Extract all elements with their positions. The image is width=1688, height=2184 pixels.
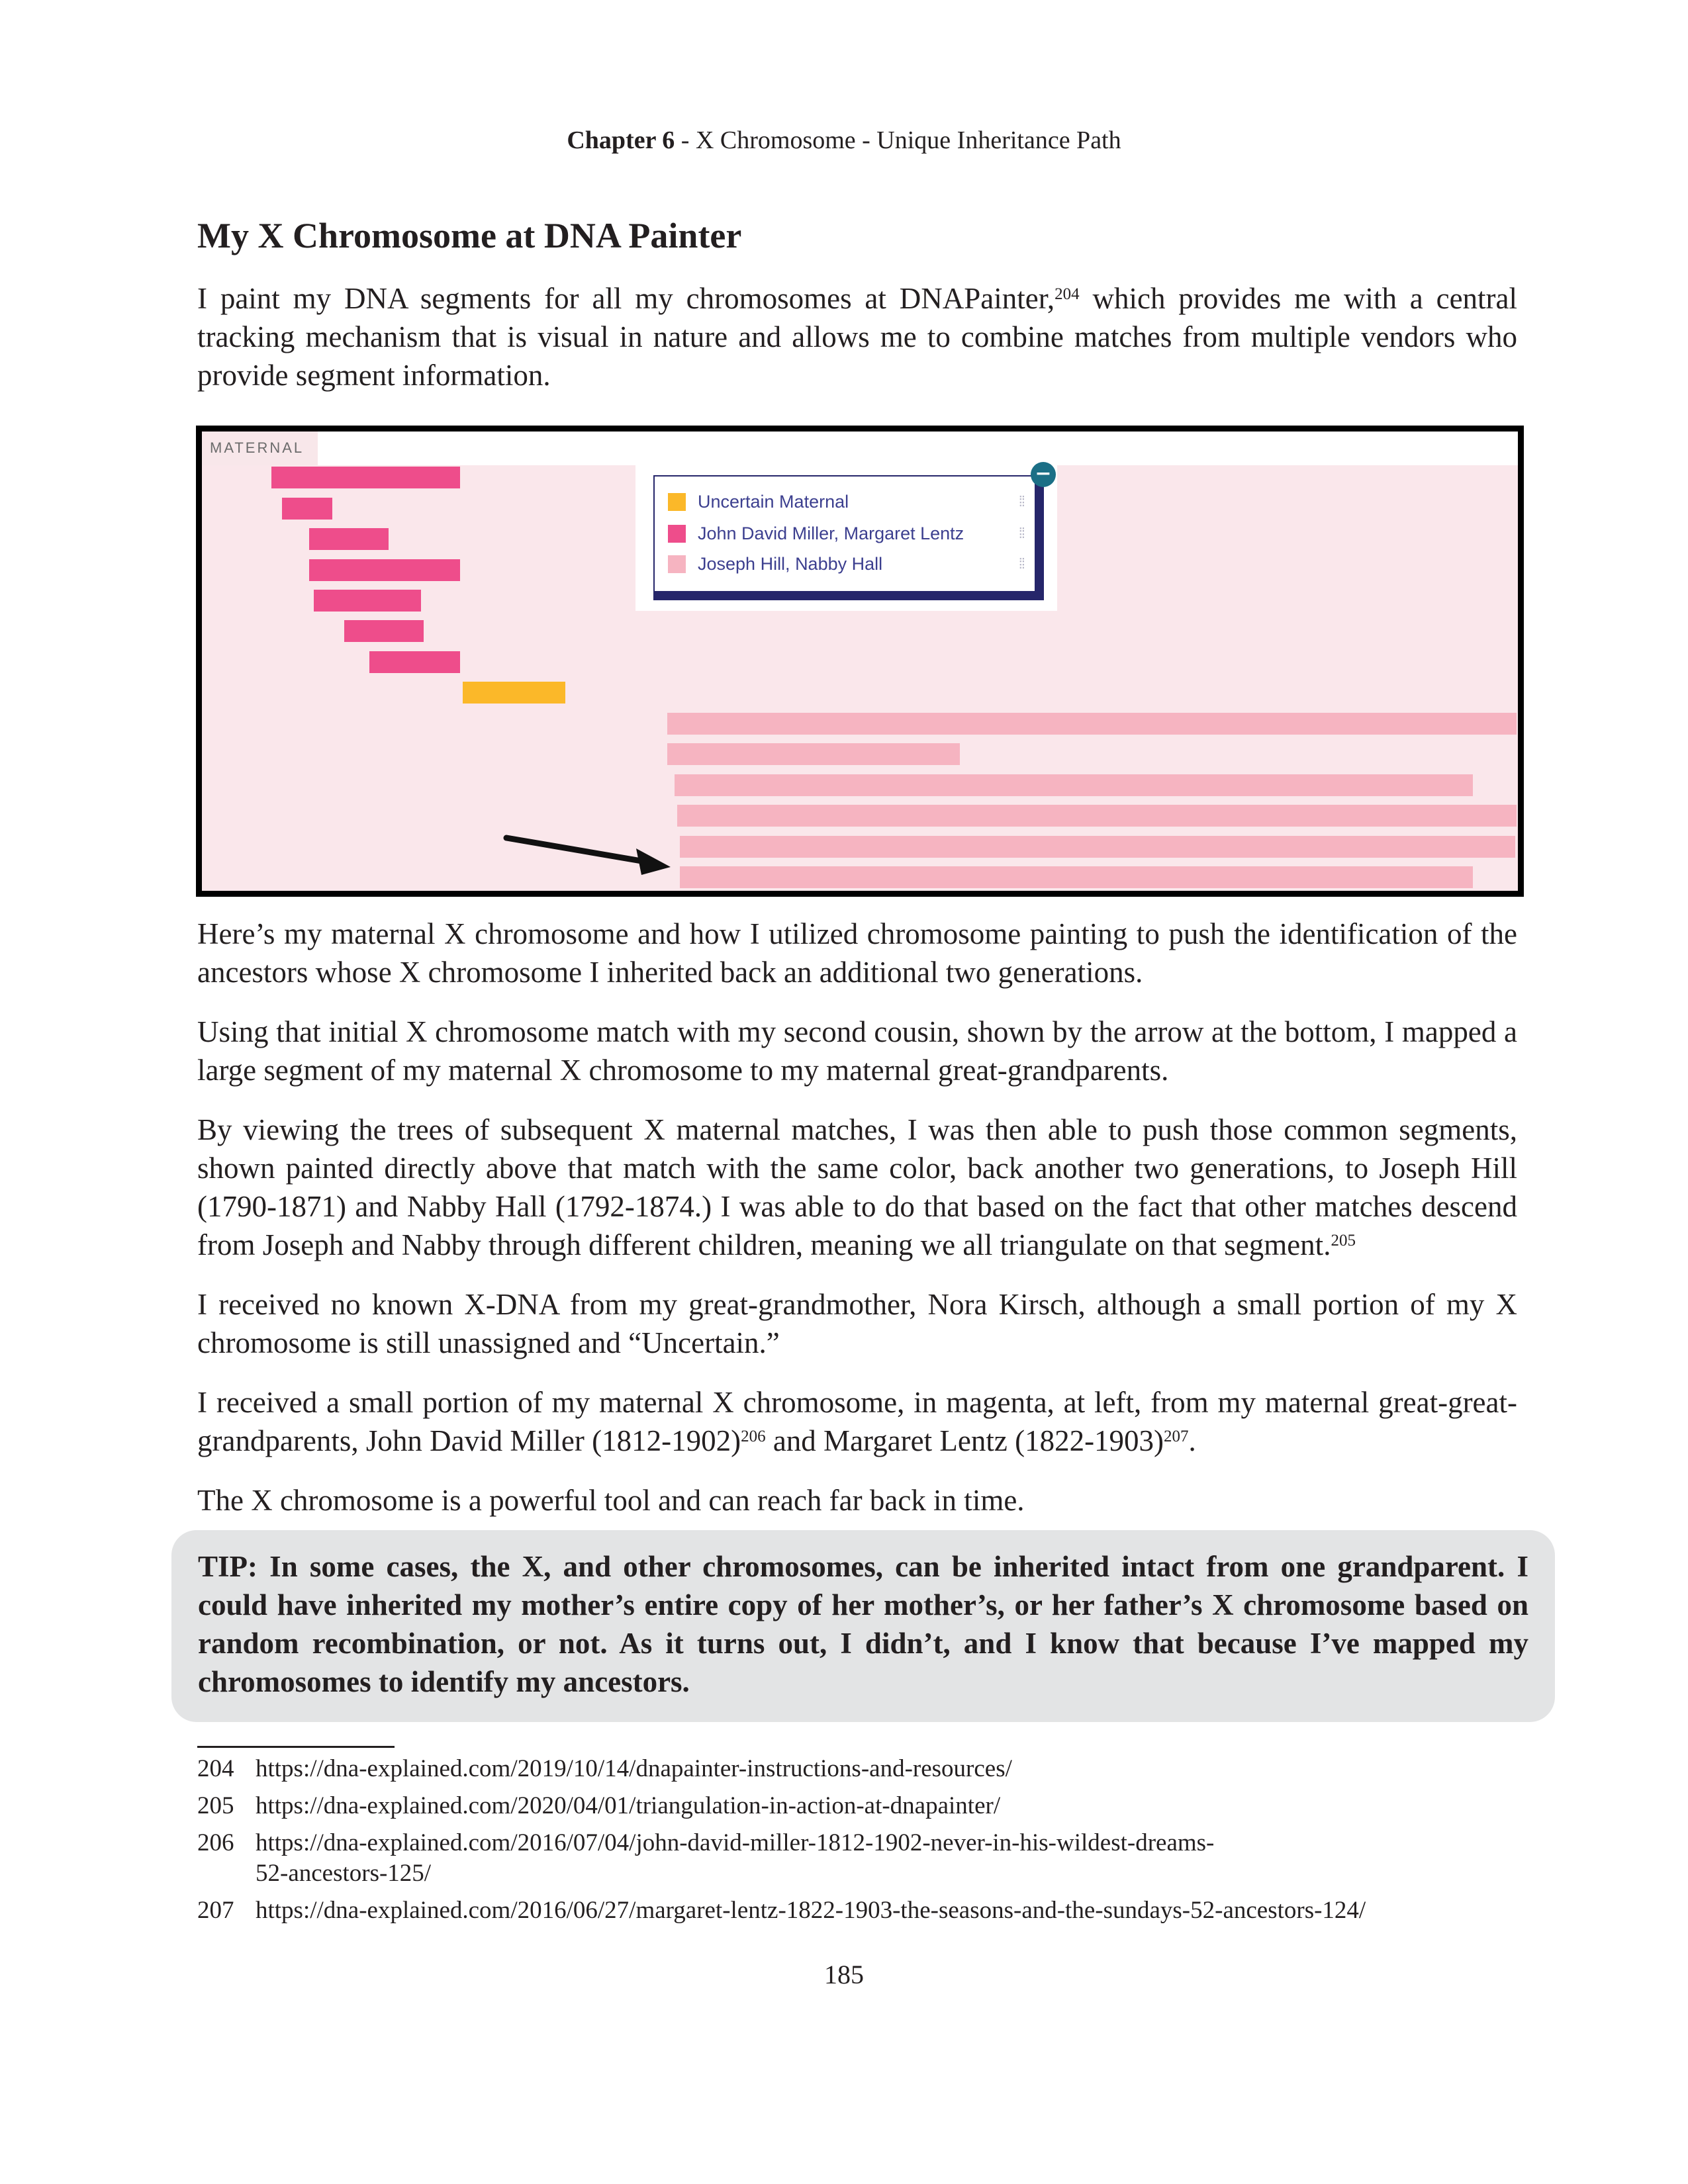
intro-paragraph xyxy=(197,279,1517,394)
pink-segment[interactable] xyxy=(680,836,1515,858)
magenta-segment[interactable] xyxy=(282,498,332,520)
arrow-icon xyxy=(500,829,679,882)
intro-block xyxy=(197,279,1517,394)
magenta-segment[interactable] xyxy=(309,528,389,550)
footnote-206 xyxy=(197,1828,1521,1889)
footnote-number: 205 xyxy=(197,1792,234,1819)
paragraph-2: Using that initial X chromosome match with my second cousin, shown by the arrow at the bottom, I mapped a large segment of my maternal X chromosome to my maternal great-grandparents. xyxy=(197,1015,1517,1087)
magenta-segment[interactable] xyxy=(271,467,460,488)
legend-item-hill-hall[interactable] xyxy=(668,551,1025,577)
minus-circle-icon[interactable]: − xyxy=(1031,462,1056,487)
legend-item-uncertain[interactable] xyxy=(668,488,1025,515)
footnote-ref-204[interactable]: 204 xyxy=(1055,285,1080,303)
pink-segment[interactable] xyxy=(677,805,1517,827)
magenta-segment[interactable] xyxy=(309,559,460,581)
paragraph-5-text-c: . xyxy=(1188,1424,1196,1457)
footnote-number: 207 xyxy=(197,1897,234,1924)
paragraph-6: The X chromosome is a powerful tool and can reach far back in time. xyxy=(197,1484,1025,1517)
footnote-207 xyxy=(197,1895,1521,1926)
pink-segment[interactable] xyxy=(667,713,1517,735)
intro-text-b: which provides me with a central tracking mechanism that is visual in nature and allows me to combine matches from multiple vendors who provide segment information. xyxy=(197,282,1518,392)
section-heading-block xyxy=(197,215,1517,256)
footnote-link[interactable]: https://dna-explained.com/2016/06/27/margaret-lentz-1822-1903-the-seasons-and-the-sundays-52-ancestors-124/ xyxy=(256,1897,1366,1924)
maternal-label: MATERNAL xyxy=(202,432,318,465)
pink-segment[interactable] xyxy=(667,743,960,765)
legend-swatch-magenta xyxy=(668,525,686,543)
legend-swatch-yellow xyxy=(668,493,686,511)
running-header xyxy=(0,126,1688,155)
intro-text-a: I paint my DNA segments for all my chromosomes at DNAPainter, xyxy=(197,282,1055,315)
pink-segment[interactable] xyxy=(675,774,1473,796)
page-number: 185 xyxy=(824,1960,864,1989)
legend-swatch-pink xyxy=(668,555,686,573)
magenta-segment[interactable] xyxy=(314,590,421,612)
pink-segment[interactable] xyxy=(680,866,1473,888)
footnote-divider xyxy=(197,1746,395,1748)
footnote-ref-205[interactable]: 205 xyxy=(1331,1232,1356,1250)
tip-box xyxy=(171,1530,1555,1722)
footnote-204 xyxy=(197,1754,1521,1784)
footnote-link[interactable]: https://dna-explained.com/2019/10/14/dnapainter-instructions-and-resources/ xyxy=(256,1755,1012,1782)
footnote-link[interactable]: https://dna-explained.com/2016/07/04/john-david-miller-1812-1902-never-in-his-wildest-dreams- xyxy=(256,1829,1215,1856)
paragraph-1: Here’s my maternal X chromosome and how I utilized chromosome painting to push the identification of the ancestors whose X chromosome I inherited back an additional two generations. xyxy=(197,917,1517,989)
legend-item-label: John David Miller, Margaret Lentz xyxy=(698,523,964,543)
footnote-205 xyxy=(197,1791,1521,1821)
paragraph-3-text: By viewing the trees of subsequent X maternal matches, I was then able to push those common segments, shown painted directly above that match with the same color, back another two generations, to Joseph Hill (1790-1871) and Nabby Hall (1792-1874.) I was able to do that based on the fact that other matches descend from Joseph and Nabby through different children, meaning we all triangulate on that segment. xyxy=(197,1113,1517,1261)
magenta-segment[interactable] xyxy=(369,651,460,673)
tip-text: TIP: In some cases, the X, and other chromosomes, can be inherited intact from one grandparent. I could have inherited my mother’s entire copy of her mother’s, or her father’s X chromosome based on random recombination, or not. As it turns out, I didn’t, and I know that because I’ve mapped my chromosomes to identify my ancestors. xyxy=(198,1550,1528,1698)
chapter-label: Chapter 6 xyxy=(567,126,675,154)
drag-handle-icon[interactable]: ⁞⁞ xyxy=(1018,493,1024,510)
footnote-ref-206[interactable]: 206 xyxy=(741,1428,766,1445)
magenta-segment[interactable] xyxy=(344,620,424,642)
paragraph-5-text-a: I received a small portion of my maternal X chromosome, in magenta, at left, from my maternal great-great-grandparents, John David Miller (1812-1902) xyxy=(197,1386,1517,1457)
footnote-ref-207[interactable]: 207 xyxy=(1164,1428,1189,1445)
legend-item-label: Joseph Hill, Nabby Hall xyxy=(698,553,883,574)
chapter-title: X Chromosome - Unique Inheritance Path xyxy=(695,126,1121,154)
drag-handle-icon[interactable]: ⁞⁞ xyxy=(1018,555,1024,572)
drag-handle-icon[interactable]: ⁞⁞ xyxy=(1018,525,1024,541)
dna-painter-screenshot xyxy=(196,426,1524,897)
uncertain-segment[interactable] xyxy=(463,682,565,704)
legend-panel xyxy=(653,475,1044,600)
footnote-link-continuation[interactable]: 52-ancestors-125/ xyxy=(256,1860,432,1887)
body-text xyxy=(197,915,1517,1520)
section-title: My X Chromosome at DNA Painter xyxy=(197,216,742,255)
legend-item-miller-lentz[interactable] xyxy=(668,520,1025,547)
legend-item-label: Uncertain Maternal xyxy=(698,491,849,512)
footnote-number: 206 xyxy=(197,1829,234,1856)
paragraph-3 xyxy=(197,1111,1517,1264)
header-separator: - xyxy=(675,126,696,154)
paragraph-5 xyxy=(197,1383,1517,1460)
footnote-number: 204 xyxy=(197,1755,234,1782)
paragraph-5-text-b: and Margaret Lentz (1822-1903) xyxy=(765,1424,1164,1457)
paragraph-4: I received no known X-DNA from my great-grandmother, Nora Kirsch, although a small portion of my X chromosome is still unassigned and “Uncertain.” xyxy=(197,1288,1517,1359)
footnote-link[interactable]: https://dna-explained.com/2020/04/01/triangulation-in-action-at-dnapainter/ xyxy=(256,1792,1001,1819)
